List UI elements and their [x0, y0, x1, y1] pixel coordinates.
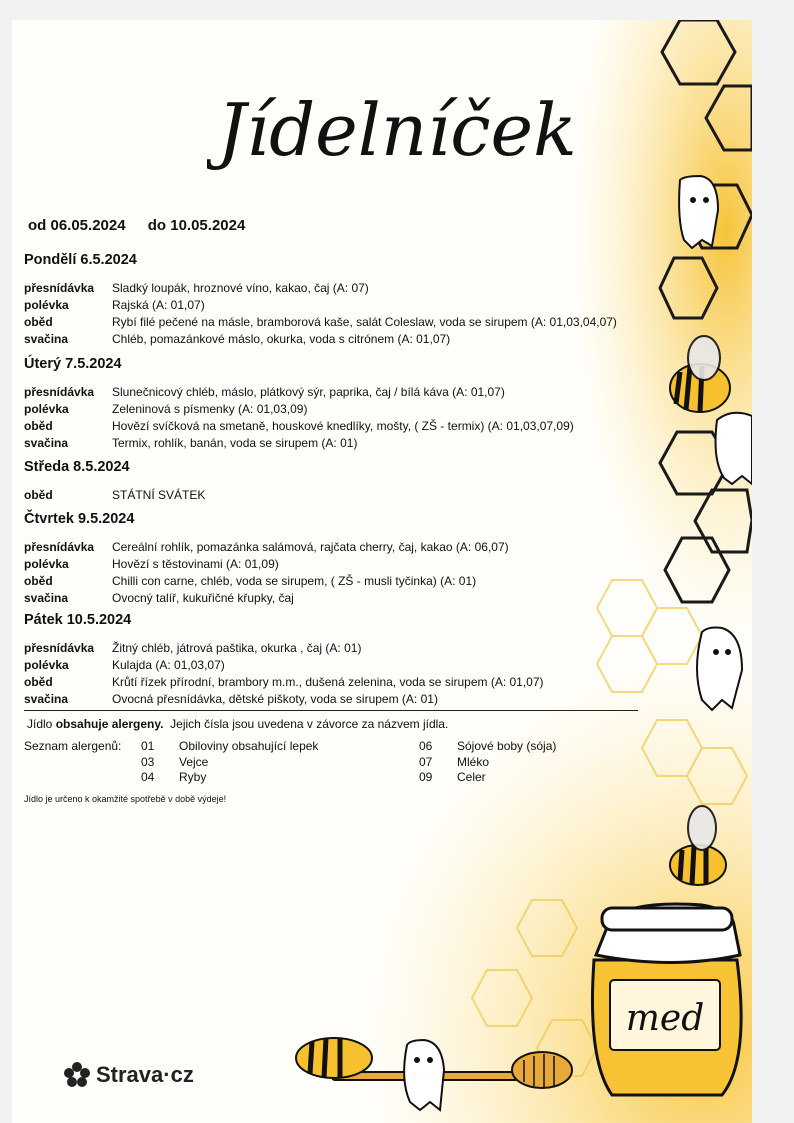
allergen-code: 01 — [141, 739, 155, 753]
meal-type: svačina — [24, 436, 69, 450]
allergen-code: 04 — [141, 770, 155, 784]
meal-type: oběd — [24, 488, 53, 502]
meal-row — [24, 691, 544, 708]
ghost-character-lower — [697, 628, 742, 711]
meal-type: oběd — [24, 315, 53, 329]
ghost-character-bottom — [404, 1040, 444, 1110]
meal-description: Cereální rohlík, pomazánka salámová, rajčata cherry, čaj, kakao (A: 06,07) — [112, 540, 509, 554]
meal-row — [24, 435, 574, 452]
meal-description: Hovězí s těstovinami (A: 01,09) — [112, 557, 279, 571]
ghost-character-top — [679, 176, 718, 248]
allergen-code: 06 — [419, 739, 433, 753]
page-title — [207, 50, 587, 200]
meal-type: přesnídávka — [24, 281, 95, 295]
day-heading: Pátek 10.5.2024 — [24, 612, 132, 628]
allergen-item — [419, 770, 486, 786]
day-friday — [24, 612, 544, 708]
meal-row — [24, 418, 574, 435]
meal-type: polévka — [24, 658, 69, 672]
footnote: Jídlo je určeno k okamžité spotřebě v době výdeje! — [24, 794, 227, 804]
meal-row — [24, 487, 205, 504]
meal-description: Hovězí svíčková na smetaně, houskové knedlíky, mošty, ( ZŠ - termix) (A: 01,03,07,09) — [112, 419, 574, 433]
allergen-name: Mléko — [457, 754, 490, 769]
allergen-item — [141, 739, 318, 755]
meal-type: oběd — [24, 574, 53, 588]
meal-row — [24, 556, 509, 573]
day-heading: Úterý 7.5.2024 — [24, 356, 122, 372]
allergen-name: Sójové boby (sója) — [457, 739, 557, 753]
strava-logo[interactable] — [64, 1062, 194, 1088]
day-heading: Pondělí 6.5.2024 — [24, 252, 137, 268]
allergen-note — [27, 717, 448, 731]
meal-row — [24, 657, 544, 674]
meal-type: oběd — [24, 675, 53, 689]
divider — [24, 710, 638, 711]
meal-description: Kulajda (A: 01,03,07) — [112, 658, 225, 672]
meal-row — [24, 331, 617, 348]
allergen-item — [141, 755, 208, 771]
allergen-note-text: Jídlo — [27, 717, 56, 731]
day-tuesday — [24, 356, 574, 452]
allergen-code: 03 — [141, 754, 155, 769]
period-from: od 06.05.2024 — [28, 217, 126, 234]
honey-jar-illustration — [592, 904, 741, 1095]
day-monday — [24, 252, 617, 348]
meal-description: Ovocný talíř, kukuřičné křupky, čaj — [112, 591, 294, 605]
meal-row — [24, 297, 617, 314]
svg-text:med: med — [625, 998, 705, 1039]
meal-description: Rybí filé pečené na másle, bramborová kaše, salát Coleslaw, voda se sirupem (A: 01,03,04,07) — [112, 315, 617, 329]
period-to: do 10.05.2024 — [147, 217, 246, 234]
meal-type: oběd — [24, 419, 53, 433]
day-thursday — [24, 511, 509, 607]
meal-description: Chléb, pomazánkové máslo, okurka, voda s citrónem (A: 01,07) — [112, 332, 451, 346]
menu-page — [12, 20, 752, 1123]
meal-description: STÁTNÍ SVÁTEK — [112, 488, 206, 502]
meal-description: Chilli con carne, chléb, voda se sirupem, ( ZŠ - musli tyčinka) (A: 01) — [112, 574, 477, 588]
meal-row — [24, 384, 574, 401]
allergen-item — [419, 739, 556, 755]
day-heading: Středa 8.5.2024 — [24, 459, 130, 475]
meal-description: Rajská (A: 01,07) — [112, 298, 205, 312]
allergen-name: Celer — [457, 770, 486, 784]
allergen-code: 07 — [419, 754, 433, 769]
allergen-item — [419, 755, 489, 771]
day-wednesday — [24, 459, 205, 504]
allergen-code: 09 — [419, 770, 433, 784]
meal-row — [24, 640, 544, 657]
meal-type: přesnídávka — [24, 540, 95, 554]
allergen-name: Vejce — [179, 754, 209, 769]
meal-type: svačina — [24, 332, 69, 346]
meal-row — [24, 401, 574, 418]
meal-type: svačina — [24, 692, 69, 706]
meal-row — [24, 590, 509, 607]
meal-description: Sladký loupák, hroznové víno, kakao, čaj (A: 07) — [112, 281, 369, 295]
bee-character-bottom — [296, 1038, 372, 1078]
meal-description: Termix, rohlík, banán, voda se sirupem (A: 01) — [112, 436, 358, 450]
meal-description: Zeleninová s písmenky (A: 01,03,09) — [112, 402, 308, 416]
svg-text:Jídelníček: Jídelníček — [217, 88, 577, 172]
flower-icon — [64, 1062, 90, 1088]
meal-row — [24, 539, 509, 556]
meal-type: přesnídávka — [24, 385, 95, 399]
meal-type: polévka — [24, 298, 69, 312]
meal-row — [24, 280, 617, 297]
meal-description: Ovocná přesnídávka, dětské piškoty, voda se sirupem (A: 01) — [112, 692, 438, 706]
meal-row — [24, 573, 509, 590]
allergen-name: Obiloviny obsahující lepek — [179, 739, 319, 753]
allergen-note-bold: obsahuje alergeny. — [55, 717, 164, 731]
meal-type: přesnídávka — [24, 641, 95, 655]
ghost-character-middle — [716, 413, 752, 484]
allergen-name: Ryby — [179, 770, 207, 784]
meal-description: Slunečnicový chléb, máslo, plátkový sýr, paprika, čaj / bílá káva (A: 01,07) — [112, 385, 505, 399]
meal-row — [24, 314, 617, 331]
meal-description: Krůtí řízek přírodní, brambory m.m., dušená zelenina, voda se sirupem (A: 01,07) — [112, 675, 544, 689]
allergen-item — [141, 770, 206, 786]
meal-type: polévka — [24, 557, 69, 571]
menu-period — [28, 217, 263, 234]
meal-type: polévka — [24, 402, 69, 416]
meal-type: svačina — [24, 591, 69, 605]
allergen-list-label: Seznam alergenů: — [24, 739, 122, 753]
day-heading: Čtvrtek 9.5.2024 — [24, 511, 135, 527]
meal-row — [24, 674, 544, 691]
logo-text: Strava·cz — [96, 1062, 194, 1087]
allergen-note-text: Jejich čísla jsou uvedena v závorce za názvem jídla. — [163, 717, 449, 731]
meal-description: Žitný chléb, játrová paštika, okurka , čaj (A: 01) — [112, 641, 362, 655]
